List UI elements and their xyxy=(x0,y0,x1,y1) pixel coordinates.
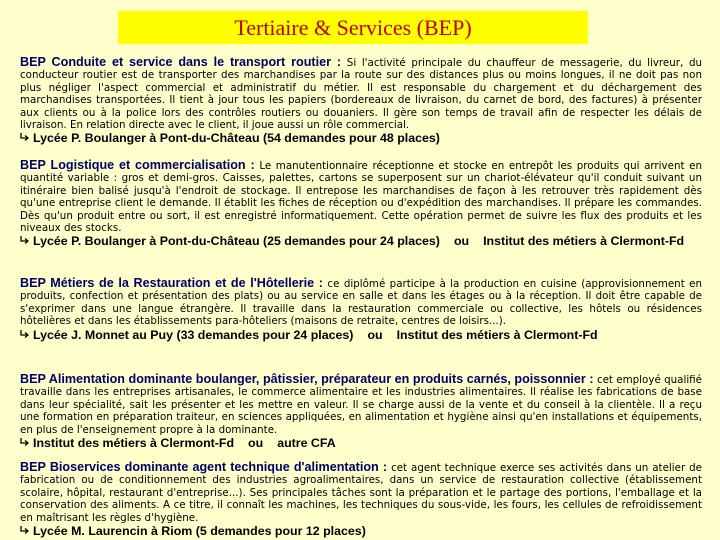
section-location xyxy=(20,524,702,538)
location-text: Lycée P. Boulanger à Pont-du-Château (25 demandes pour 24 places) xyxy=(33,234,440,249)
section-text: cet agent technique exerce ses activités dans un atelier de fabrication ou de conditionnement des industries agroalimentaires, dans un service de restauration collective (établissement scolaire, hôpital, restaurant d'entreprise...). Ses principales tâches sont la préparation et le partage des portions, l'emballage et la conservation des aliments. A ce titre, il connaît les machines, les techniques du sous-vide, les fours, les cellules de refroidissement en maîtrisant les règles d'hygiène. xyxy=(20,462,703,524)
section-body xyxy=(20,373,702,436)
location-text: Lycée M. Laurencin à Riom (5 demandes pour 12 places) xyxy=(33,524,366,539)
section-text: Le manutentionnaire réceptionne et stocke en entrepôt les produits qui arrivent en quantité variable : gros et demi-gros. Caisses, palettes, cartons se superposent sur un chariot-élévateur qu'il conduit suivant un itinéraire bien balisé jusqu'à l'endroit de stockage. Il entrepose les marchandises de façon à les retrouver très rapidement dès qu'une entreprise client le demande. Il établit les fiches de réception ou d'expédition des marchandises. Il prépare les commandes. Dès qu'un produit entre ou sort, il est enregistré informatiquement. Cette opération permet de suivre les flux des produits et les niveaux des stocks. xyxy=(20,160,702,235)
section-location xyxy=(20,436,702,450)
title-banner xyxy=(118,11,588,44)
location-text: Lycée P. Boulanger à Pont-du-Château (54 demandes pour 48 places) xyxy=(33,131,440,146)
section-heading: BEP Alimentation dominante boulanger, pâtissier, préparateur en produits carnés, poissonnier : xyxy=(20,372,594,386)
or-text: ou xyxy=(367,327,383,342)
section-heading: BEP Bioservices dominante agent technique d'alimentation : xyxy=(20,460,388,474)
section-location xyxy=(20,234,702,248)
section-transport xyxy=(20,56,702,145)
arrow-icon xyxy=(20,234,33,248)
alt-location-text: Institut des métiers à Clermont-Fd xyxy=(396,327,598,342)
section-body xyxy=(20,461,702,524)
section-text: ce diplômé participe à la production en cuisine (approvisionnement en produits, confection et présentation des plats) ou au service en salle et dans les étages ou à la réception. Il doit être capable de s'exprimer dans une langue étrangère. Il travaille dans la restauration commerciale ou collective, les hôtels ou résidences hôtelières et dans les établissements para-hôteliers (maisons de retraite, centres de loisirs...). xyxy=(20,278,702,328)
section-body xyxy=(20,277,702,328)
section-text: cet employé qualifié travaille dans les entreprises artisanales, le commerce alimentaire et les industries alimentaires. Il réalise les fabrications de base dans leur spécialité, sait les présenter et les mettre en valeur. Il se charge aussi de la vente et du conseil à la clientèle. Il a reçu une formation en préparation traiteur, en sciences appliquées, en alimentation et hygiène ainsi qu'en installations et équipements, en plus de l'enseignement propre à la dominante. xyxy=(20,374,703,436)
page-title: Tertiaire & Services (BEP) xyxy=(234,14,472,40)
section-heading: BEP Logistique et commercialisation : xyxy=(20,158,255,172)
section-logistique xyxy=(20,159,702,248)
section-body xyxy=(20,159,702,234)
section-bioservices xyxy=(20,461,702,538)
alt-location-text: Institut des métiers à Clermont-Fd xyxy=(483,234,685,249)
section-heading: BEP Conduite et service dans le transport routier : xyxy=(20,55,342,69)
location-text: Lycée J. Monnet au Puy (33 demandes pour 24 places) xyxy=(33,327,354,342)
or-text: ou xyxy=(248,436,264,451)
or-text: ou xyxy=(453,234,470,249)
section-location xyxy=(20,328,702,342)
section-text: Si l'activité principale du chauffeur de messagerie, du livreur, du conducteur routier est de transporter des marchandises par la route sur des distances plus ou moins longues, il ne doit pas non plus négliger l'aspect commercial et administratif du métier. Il est responsable du chargement et du déchargement des marchandises transportées. Il tient à jour tous les papiers (bordereaux de livraison, du carnet de bord, des factures) à présenter aux clients ou à la police lors des contrôles routiers ou douaniers. Il gère son temps de travail afin de respecter les délais de livraison. En relation directe avec le client, il joue aussi un rôle commercial. xyxy=(20,57,703,132)
section-heading: BEP Métiers de la Restauration et de l'Hôtellerie : xyxy=(20,276,323,290)
arrow-icon xyxy=(20,131,33,145)
arrow-icon xyxy=(20,436,33,450)
section-restauration xyxy=(20,277,702,342)
location-text: Institut des métiers à Clermont-Fd xyxy=(33,436,235,451)
section-location xyxy=(20,131,702,145)
section-alimentation xyxy=(20,373,702,450)
arrow-icon xyxy=(20,328,33,342)
alt-location-text: autre CFA xyxy=(277,436,336,451)
section-body xyxy=(20,56,702,131)
arrow-icon xyxy=(20,524,33,538)
